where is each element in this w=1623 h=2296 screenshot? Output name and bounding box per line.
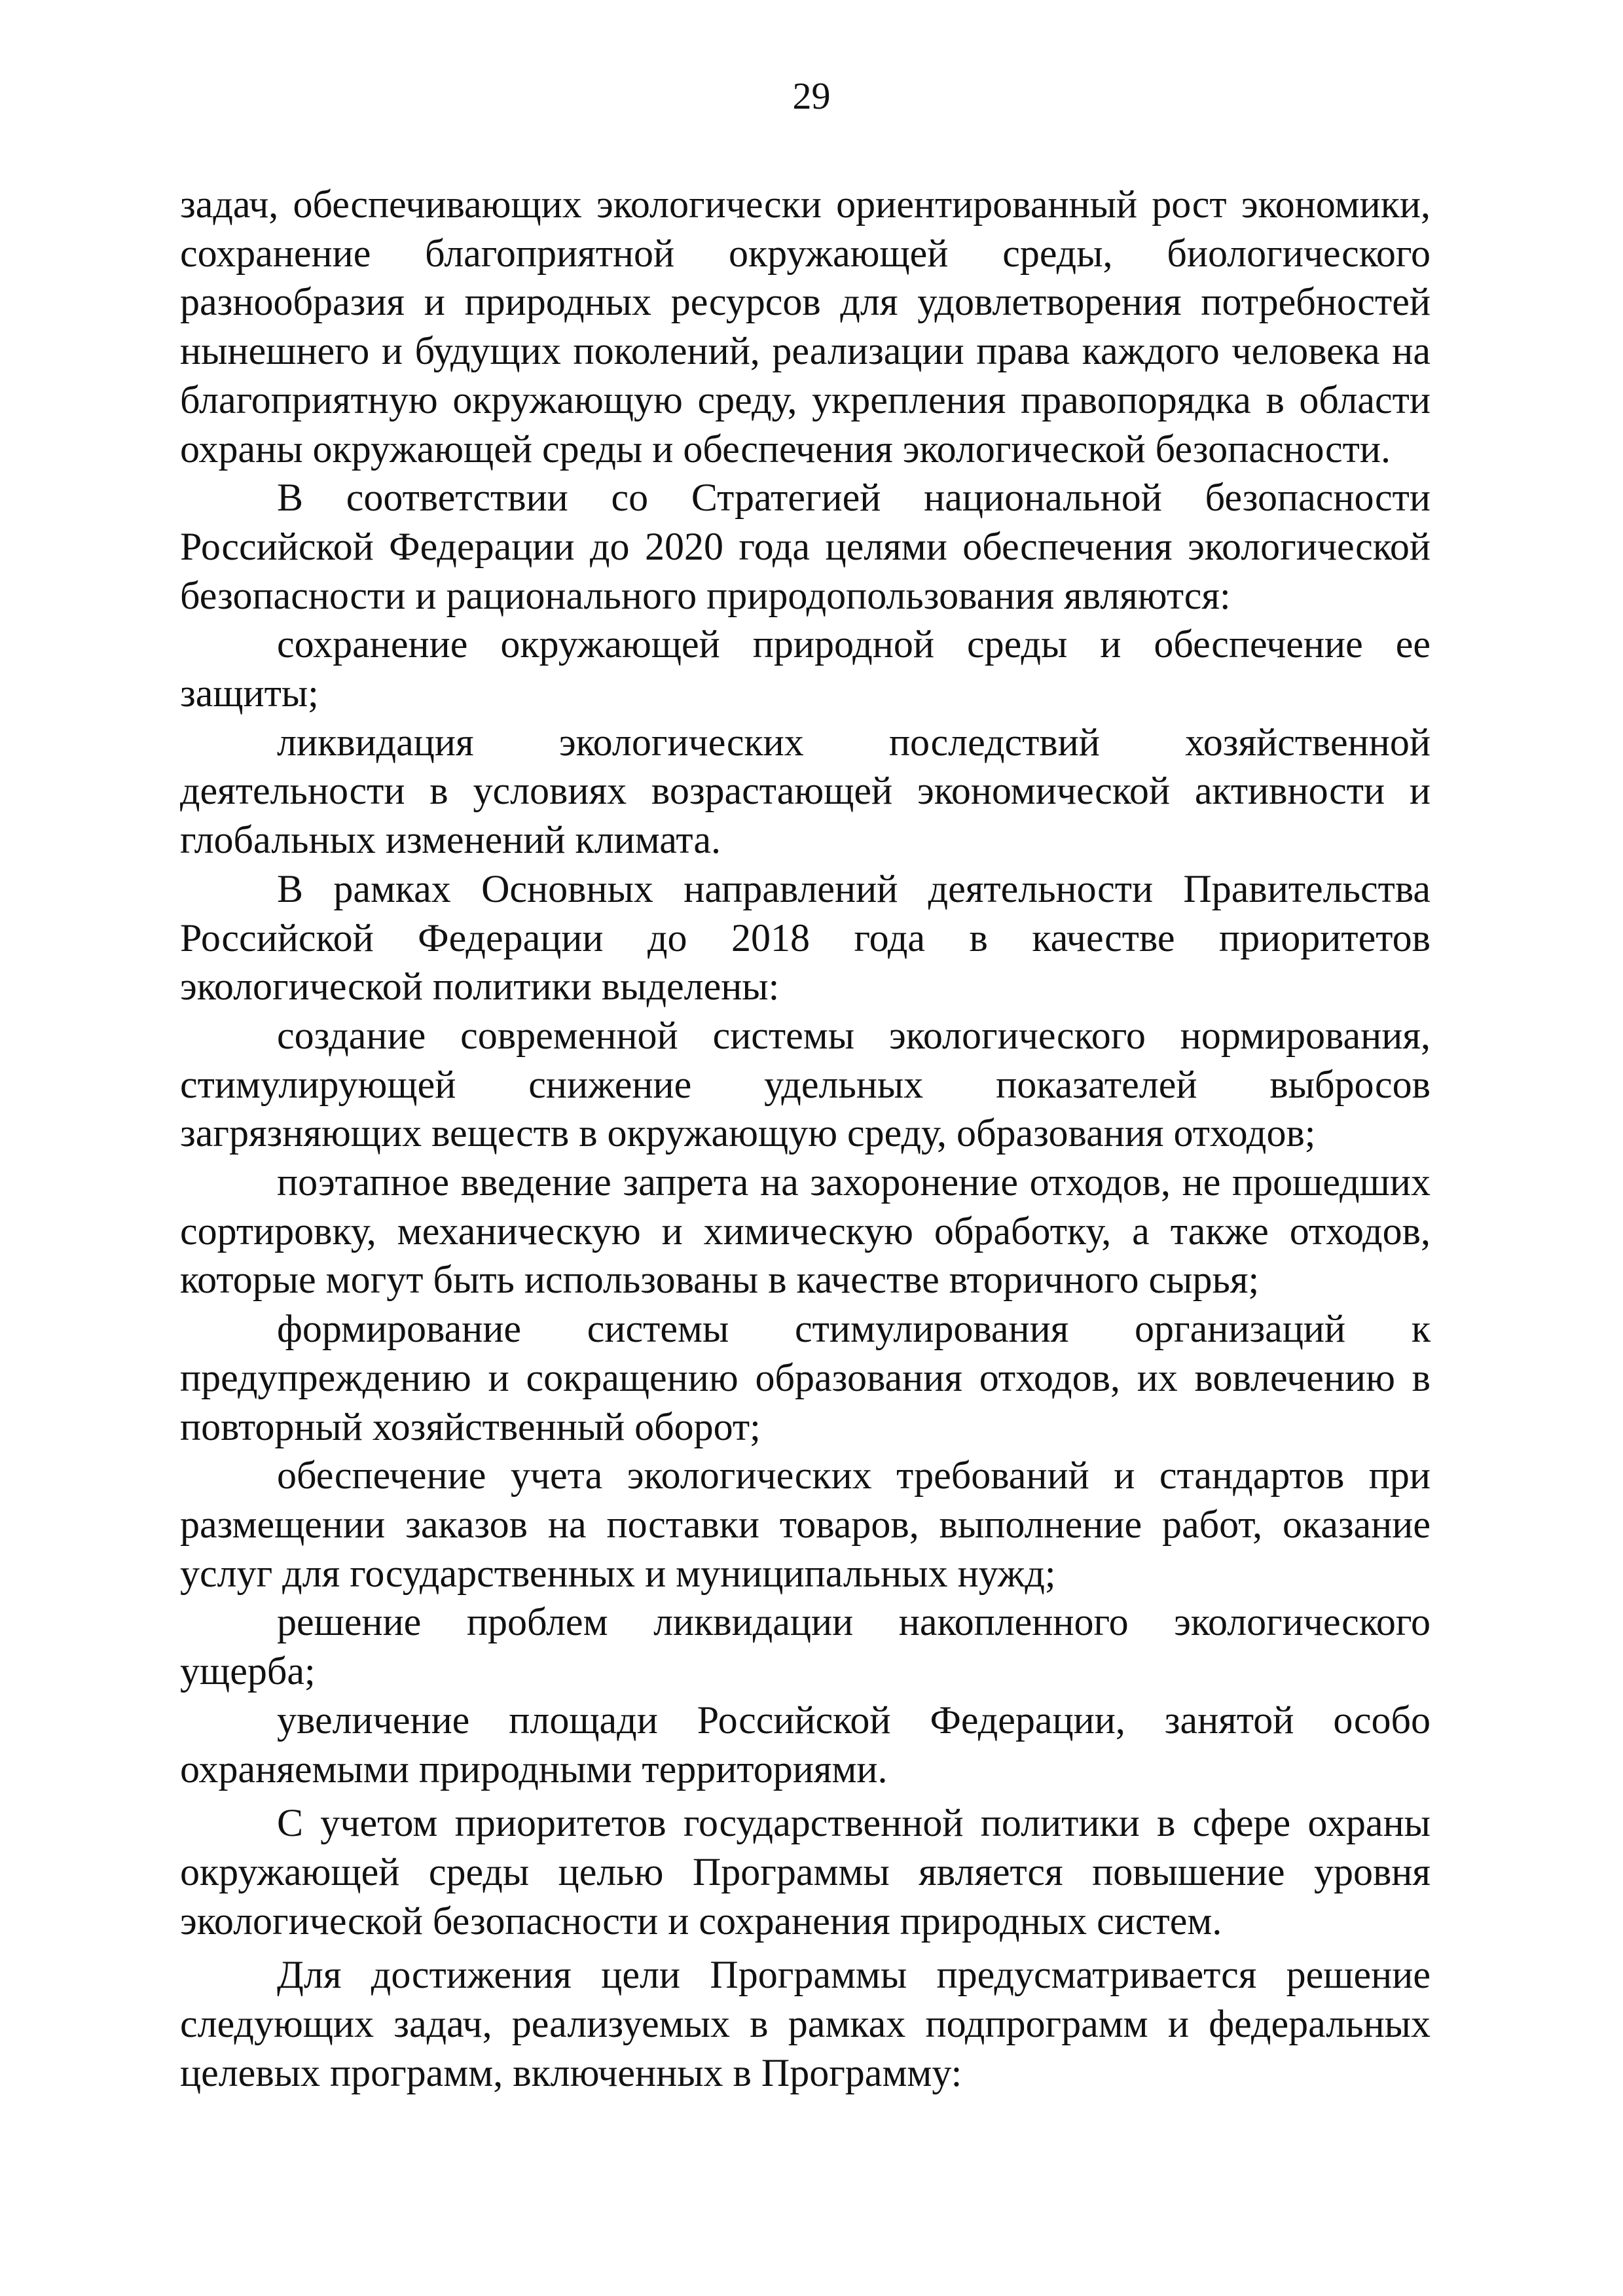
paragraph-continuation: задач, обеспечивающих экологически ориентированный рост экономики, сохранение благоприятной окружающей среды, биологического разнообразия и природных ресурсов для удовлетворения потребностей нынешнего и будущих поколений, реализации права каждого человека на благоприятную окружающую среду, укрепления правопорядка в области охраны окружающей среды и обеспечения экологической безопасности.: [180, 183, 1431, 471]
paragraph-government-priorities: В рамках Основных направлений деятельности Правительства Российской Федерации до 2018 года в качестве приоритетов экологической политики выделены:: [180, 867, 1431, 1009]
list-item-goal: сохранение окружающей природной среды и обеспечение ее защиты;: [180, 622, 1431, 715]
list-item-priority: решение проблем ликвидации накопленного экологического ущерба;: [180, 1600, 1431, 1693]
list-item-priority: обеспечение учета экологических требований и стандартов при размещении заказов на поставки товаров, выполнение работ, оказание услуг для государственных и муниципальных нужд;: [180, 1454, 1431, 1595]
list-item-priority: создание современной системы экологического нормирования, стимулирующей снижение удельных показателей выбросов загрязняющих веществ в окружающую среду, образования отходов;: [180, 1013, 1431, 1155]
document-body: [180, 180, 1431, 2097]
paragraph-strategy-goals: В соответствии со Стратегией национальной безопасности Российской Федерации до 2020 года целями обеспечения экологической безопасности и рационального природопользования являются:: [180, 476, 1431, 617]
list-item-priority: увеличение площади Российской Федерации, занятой особо охраняемыми природными территориями.: [180, 1698, 1431, 1791]
list-item-goal: ликвидация экологических последствий хозяйственной деятельности в условиях возрастающей экономической активности и глобальных изменений климата.: [180, 720, 1431, 862]
list-item-priority: поэтапное введение запрета на захоронение отходов, не прошедших сортировку, механическую и химическую обработку, а также отходов, которые могут быть использованы в качестве вторичного сырья;: [180, 1160, 1431, 1302]
list-item-priority: формирование системы стимулирования организаций к предупреждению и сокращению образования отходов, их вовлечению в повторный хозяйственный оборот;: [180, 1307, 1431, 1448]
paragraph-program-goal: С учетом приоритетов государственной политики в сфере охраны окружающей среды целью Программы является повышение уровня экологической безопасности и сохранения природных систем.: [180, 1801, 1431, 1943]
paragraph-program-tasks: Для достижения цели Программы предусматривается решение следующих задач, реализуемых в рамках подпрограмм и федеральных целевых программ, включенных в Программу:: [180, 1953, 1431, 2094]
page-number: 29: [792, 75, 831, 117]
